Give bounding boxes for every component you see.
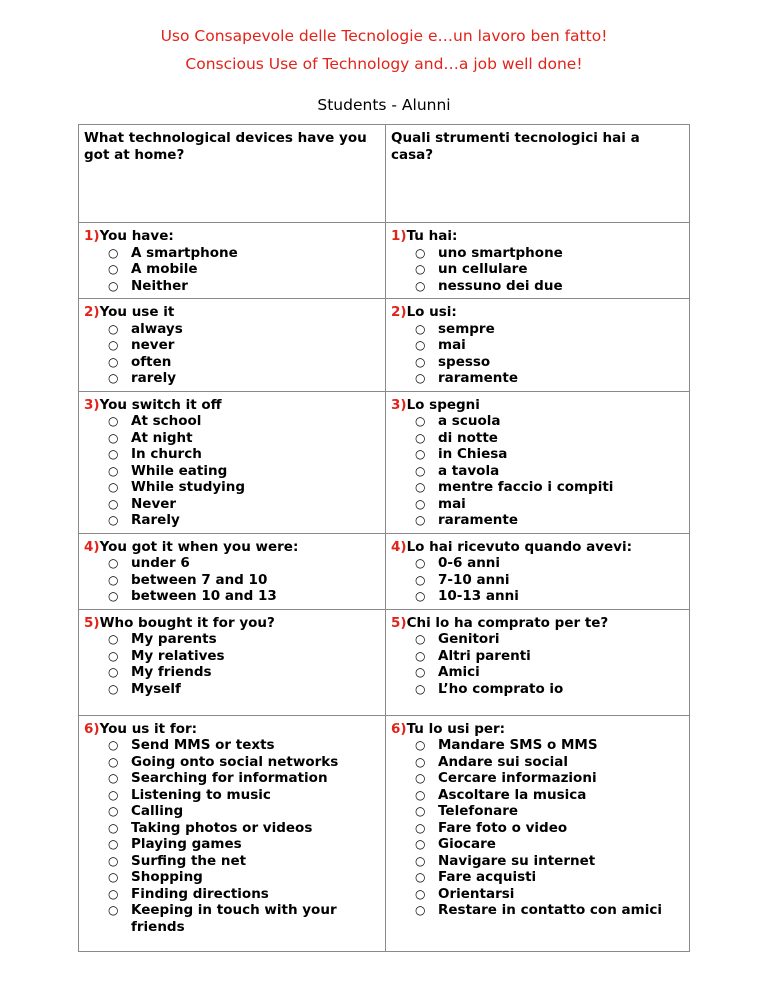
option-item (391, 245, 685, 262)
option-label: While studying (131, 479, 246, 495)
option-item (84, 321, 381, 338)
option-label: 10-13 anni (438, 588, 519, 604)
question-cell-english (79, 391, 386, 533)
circle-bullet-icon: ○ (415, 278, 426, 293)
subtitle: Students - Alunni (317, 96, 451, 114)
option-item (391, 902, 685, 919)
question-text: You have: (99, 228, 174, 244)
option-label: Amici (438, 664, 480, 680)
option-item (84, 681, 381, 698)
option-item (84, 803, 381, 820)
question-number: 5) (391, 614, 407, 631)
question-row (79, 223, 690, 299)
circle-bullet-icon: ○ (415, 496, 426, 511)
document-header (0, 22, 768, 116)
option-item (84, 886, 381, 903)
header-cell-english (79, 125, 386, 223)
question-number: 5) (84, 614, 100, 631)
option-label: Andare sui social (438, 753, 568, 770)
question-number: 3) (84, 396, 100, 413)
circle-bullet-icon: ○ (108, 820, 119, 835)
question-line (391, 615, 685, 632)
option-label: Keeping in touch with your friends (131, 902, 337, 935)
circle-bullet-icon: ○ (108, 245, 119, 260)
circle-bullet-icon: ○ (415, 837, 426, 851)
option-label: rarely (131, 370, 177, 386)
option-label: mai (438, 337, 466, 353)
circle-bullet-icon: ○ (415, 513, 426, 527)
option-label: Calling (131, 803, 184, 819)
circle-bullet-icon: ○ (108, 632, 119, 646)
options-list (391, 631, 685, 697)
option-label: Listening to music (131, 786, 271, 803)
option-item (391, 803, 685, 820)
option-label: Searching for information (131, 770, 328, 786)
question-text: Who bought it for you? (99, 614, 275, 631)
option-item (84, 820, 381, 837)
circle-bullet-icon: ○ (108, 496, 119, 511)
option-label: un cellulare (438, 261, 528, 277)
option-item (84, 754, 381, 771)
option-label: Finding directions (131, 885, 269, 902)
question-number: 1) (84, 228, 100, 244)
question-line (391, 721, 685, 738)
question-row (79, 715, 690, 951)
option-item (84, 869, 381, 886)
option-item (84, 631, 381, 648)
circle-bullet-icon: ○ (415, 338, 426, 352)
option-label: mai (438, 495, 466, 512)
question-cell-english (79, 715, 386, 951)
option-label: Altri parenti (438, 647, 531, 664)
option-label: Fare acquisti (438, 869, 537, 885)
option-label: L’ho comprato io (438, 680, 564, 697)
option-label: nessuno dei due (438, 277, 563, 294)
question-line (84, 304, 381, 321)
option-item (84, 664, 381, 681)
question-row (79, 299, 690, 392)
option-label: Neither (131, 277, 188, 294)
option-item (84, 463, 381, 480)
option-label: 7-10 anni (438, 571, 510, 588)
circle-bullet-icon: ○ (108, 414, 119, 428)
question-text: Tu hai: (406, 228, 458, 244)
option-item (84, 261, 381, 278)
option-item (84, 370, 381, 387)
option-item (391, 836, 685, 853)
option-label: di notte (438, 429, 498, 446)
option-item (391, 354, 685, 371)
circle-bullet-icon: ○ (415, 354, 426, 369)
option-label: My relatives (131, 647, 225, 664)
option-label: Playing games (131, 836, 242, 852)
circle-bullet-icon: ○ (415, 556, 426, 570)
circle-bullet-icon: ○ (108, 572, 119, 587)
question-row (79, 391, 690, 533)
option-item (391, 463, 685, 480)
question-text: You use it (99, 304, 175, 320)
options-list (391, 245, 685, 295)
question-number: 3) (391, 396, 407, 413)
circle-bullet-icon: ○ (415, 853, 426, 868)
option-item (84, 588, 381, 605)
option-item (84, 555, 381, 572)
option-label: Myself (131, 680, 181, 697)
question-number: 2) (84, 304, 100, 320)
option-label: between 10 and 13 (131, 588, 277, 604)
title-italian: Uso Consapevole delle Tecnologie e…un lavoro ben fatto! (160, 27, 608, 45)
option-label: Shopping (131, 869, 203, 885)
options-list (391, 321, 685, 387)
option-item (84, 512, 381, 529)
option-label: Navigare su internet (438, 852, 596, 869)
circle-bullet-icon: ○ (415, 463, 426, 478)
circle-bullet-icon: ○ (415, 321, 426, 336)
option-label: Rarely (131, 512, 180, 528)
question-line (391, 539, 685, 556)
option-label: uno smartphone (438, 244, 563, 261)
option-label: Ascoltare la musica (438, 786, 587, 803)
option-item (84, 430, 381, 447)
option-label: Telefonare (438, 803, 519, 819)
options-list (84, 555, 381, 605)
circle-bullet-icon: ○ (108, 837, 119, 851)
circle-bullet-icon: ○ (415, 414, 426, 428)
question-cell-english (79, 299, 386, 392)
option-label: Cercare informazioni (438, 770, 597, 786)
question-text: Lo hai ricevuto quando avevi: (406, 538, 633, 555)
circle-bullet-icon: ○ (108, 648, 119, 663)
option-item (391, 370, 685, 387)
question-line (84, 615, 381, 632)
options-list (84, 737, 381, 935)
option-label: often (131, 353, 172, 370)
options-list (391, 413, 685, 529)
circle-bullet-icon: ○ (415, 371, 426, 385)
circle-bullet-icon: ○ (108, 278, 119, 293)
header-question-english: What technological devices have you got at home? (84, 130, 367, 163)
question-number: 2) (391, 304, 407, 320)
option-label: 0-6 anni (438, 555, 501, 571)
options-list (84, 245, 381, 295)
option-item (391, 631, 685, 648)
circle-bullet-icon: ○ (108, 513, 119, 527)
option-label: In church (131, 446, 202, 462)
question-text: Tu lo usi per: (406, 720, 506, 737)
option-item (391, 754, 685, 771)
question-cell-italian (386, 715, 690, 951)
option-label: Orientarsi (438, 885, 515, 902)
option-label: Restare in contatto con amici (438, 902, 662, 918)
option-label: between 7 and 10 (131, 571, 268, 588)
option-item (391, 572, 685, 589)
circle-bullet-icon: ○ (415, 754, 426, 769)
question-line (391, 228, 685, 245)
option-label: At night (131, 429, 193, 446)
option-item (84, 245, 381, 262)
question-line (84, 539, 381, 556)
option-item (391, 853, 685, 870)
circle-bullet-icon: ○ (108, 262, 119, 276)
option-label: under 6 (131, 555, 190, 571)
circle-bullet-icon: ○ (415, 648, 426, 663)
option-label: While eating (131, 462, 228, 479)
circle-bullet-icon: ○ (415, 681, 426, 696)
option-label: Mandare SMS o MMS (438, 737, 598, 753)
option-label: always (131, 320, 183, 337)
option-item (84, 737, 381, 754)
option-item (84, 337, 381, 354)
option-label: spesso (438, 353, 491, 370)
question-row (79, 609, 690, 715)
circle-bullet-icon: ○ (415, 262, 426, 276)
options-list (391, 555, 685, 605)
option-item (84, 354, 381, 371)
option-label: mentre faccio i compiti (438, 479, 614, 495)
option-item (391, 787, 685, 804)
option-item (84, 496, 381, 513)
option-item (84, 648, 381, 665)
circle-bullet-icon: ○ (415, 447, 426, 461)
option-item (391, 261, 685, 278)
question-line (84, 228, 381, 245)
circle-bullet-icon: ○ (415, 480, 426, 494)
option-label: Fare foto o video (438, 819, 568, 836)
circle-bullet-icon: ○ (108, 804, 119, 818)
option-item (84, 278, 381, 295)
circle-bullet-icon: ○ (415, 245, 426, 260)
circle-bullet-icon: ○ (108, 480, 119, 494)
option-item (391, 886, 685, 903)
options-list (84, 413, 381, 529)
circle-bullet-icon: ○ (108, 338, 119, 352)
question-number: 4) (84, 538, 100, 555)
circle-bullet-icon: ○ (415, 870, 426, 884)
question-cell-english (79, 609, 386, 715)
circle-bullet-icon: ○ (415, 430, 426, 445)
circle-bullet-icon: ○ (108, 447, 119, 461)
circle-bullet-icon: ○ (415, 787, 426, 802)
header-question-italian: Quali strumenti tecnologici hai a casa? (391, 130, 640, 163)
circle-bullet-icon: ○ (108, 886, 119, 901)
circle-bullet-icon: ○ (108, 589, 119, 603)
option-item (391, 430, 685, 447)
option-item (391, 820, 685, 837)
circle-bullet-icon: ○ (415, 886, 426, 901)
question-cell-italian (386, 609, 690, 715)
question-text: You us it for: (99, 720, 198, 737)
circle-bullet-icon: ○ (415, 903, 426, 917)
circle-bullet-icon: ○ (108, 321, 119, 336)
question-number: 6) (391, 720, 407, 737)
option-item (391, 869, 685, 886)
question-line (84, 721, 381, 738)
circle-bullet-icon: ○ (108, 738, 119, 752)
question-line (391, 304, 685, 321)
question-cell-english (79, 533, 386, 609)
question-line (391, 397, 685, 414)
circle-bullet-icon: ○ (108, 853, 119, 868)
option-item (84, 902, 381, 935)
option-item (84, 853, 381, 870)
option-item (391, 337, 685, 354)
question-cell-italian (386, 223, 690, 299)
option-label: At school (131, 413, 202, 429)
circle-bullet-icon: ○ (415, 771, 426, 785)
circle-bullet-icon: ○ (415, 572, 426, 587)
option-label: My parents (131, 631, 217, 647)
option-item (391, 588, 685, 605)
question-number: 1) (391, 228, 407, 244)
option-label: raramente (438, 370, 518, 386)
option-label: Surfing the net (131, 852, 247, 869)
option-label: sempre (438, 320, 495, 337)
option-label: a tavola (438, 462, 500, 479)
option-item (84, 446, 381, 463)
circle-bullet-icon: ○ (108, 463, 119, 478)
question-cell-italian (386, 533, 690, 609)
title-english: Conscious Use of Technology and…a job well done! (185, 55, 583, 73)
circle-bullet-icon: ○ (415, 589, 426, 603)
option-item (391, 512, 685, 529)
option-label: Going onto social networks (131, 753, 339, 770)
option-item (391, 664, 685, 681)
survey-table (78, 124, 690, 952)
option-label: Giocare (438, 836, 496, 852)
option-label: a scuola (438, 413, 501, 429)
options-list (391, 737, 685, 919)
option-label: A smartphone (131, 244, 238, 261)
option-item (84, 787, 381, 804)
circle-bullet-icon: ○ (108, 771, 119, 785)
option-item (391, 446, 685, 463)
circle-bullet-icon: ○ (415, 820, 426, 835)
option-label: in Chiesa (438, 446, 508, 462)
option-item (84, 770, 381, 787)
header-cell-italian (386, 125, 690, 223)
circle-bullet-icon: ○ (108, 371, 119, 385)
option-label: never (131, 337, 175, 353)
option-label: My friends (131, 664, 212, 680)
option-item (391, 278, 685, 295)
circle-bullet-icon: ○ (108, 754, 119, 769)
option-label: Taking photos or videos (131, 819, 313, 836)
question-text: Lo usi: (406, 304, 457, 320)
question-number: 4) (391, 538, 407, 555)
option-item (391, 737, 685, 754)
circle-bullet-icon: ○ (108, 870, 119, 884)
question-cell-italian (386, 391, 690, 533)
option-label: Send MMS or texts (131, 737, 275, 753)
circle-bullet-icon: ○ (108, 787, 119, 802)
question-text: Chi lo ha comprato per te? (406, 614, 609, 631)
table-header-row (79, 125, 690, 223)
options-list (84, 321, 381, 387)
question-number: 6) (84, 720, 100, 737)
option-label: Genitori (438, 631, 500, 647)
option-label: Never (131, 495, 177, 512)
option-item (84, 413, 381, 430)
option-item (84, 479, 381, 496)
option-item (391, 648, 685, 665)
option-item (391, 321, 685, 338)
circle-bullet-icon: ○ (415, 665, 426, 679)
option-item (391, 681, 685, 698)
option-item (391, 496, 685, 513)
question-line (84, 397, 381, 414)
circle-bullet-icon: ○ (108, 556, 119, 570)
question-cell-italian (386, 299, 690, 392)
option-item (84, 836, 381, 853)
option-item (391, 479, 685, 496)
circle-bullet-icon: ○ (415, 738, 426, 752)
circle-bullet-icon: ○ (108, 903, 119, 917)
circle-bullet-icon: ○ (108, 354, 119, 369)
circle-bullet-icon: ○ (108, 665, 119, 679)
circle-bullet-icon: ○ (415, 804, 426, 818)
question-text: You switch it off (99, 396, 222, 413)
option-item (391, 555, 685, 572)
option-label: raramente (438, 512, 518, 528)
question-row (79, 533, 690, 609)
question-text: Lo spegni (406, 396, 480, 413)
option-label: A mobile (131, 261, 198, 277)
option-item (84, 572, 381, 589)
circle-bullet-icon: ○ (415, 632, 426, 646)
circle-bullet-icon: ○ (108, 430, 119, 445)
question-text: You got it when you were: (99, 538, 299, 555)
circle-bullet-icon: ○ (108, 681, 119, 696)
option-item (391, 413, 685, 430)
options-list (84, 631, 381, 697)
option-item (391, 770, 685, 787)
question-cell-english (79, 223, 386, 299)
